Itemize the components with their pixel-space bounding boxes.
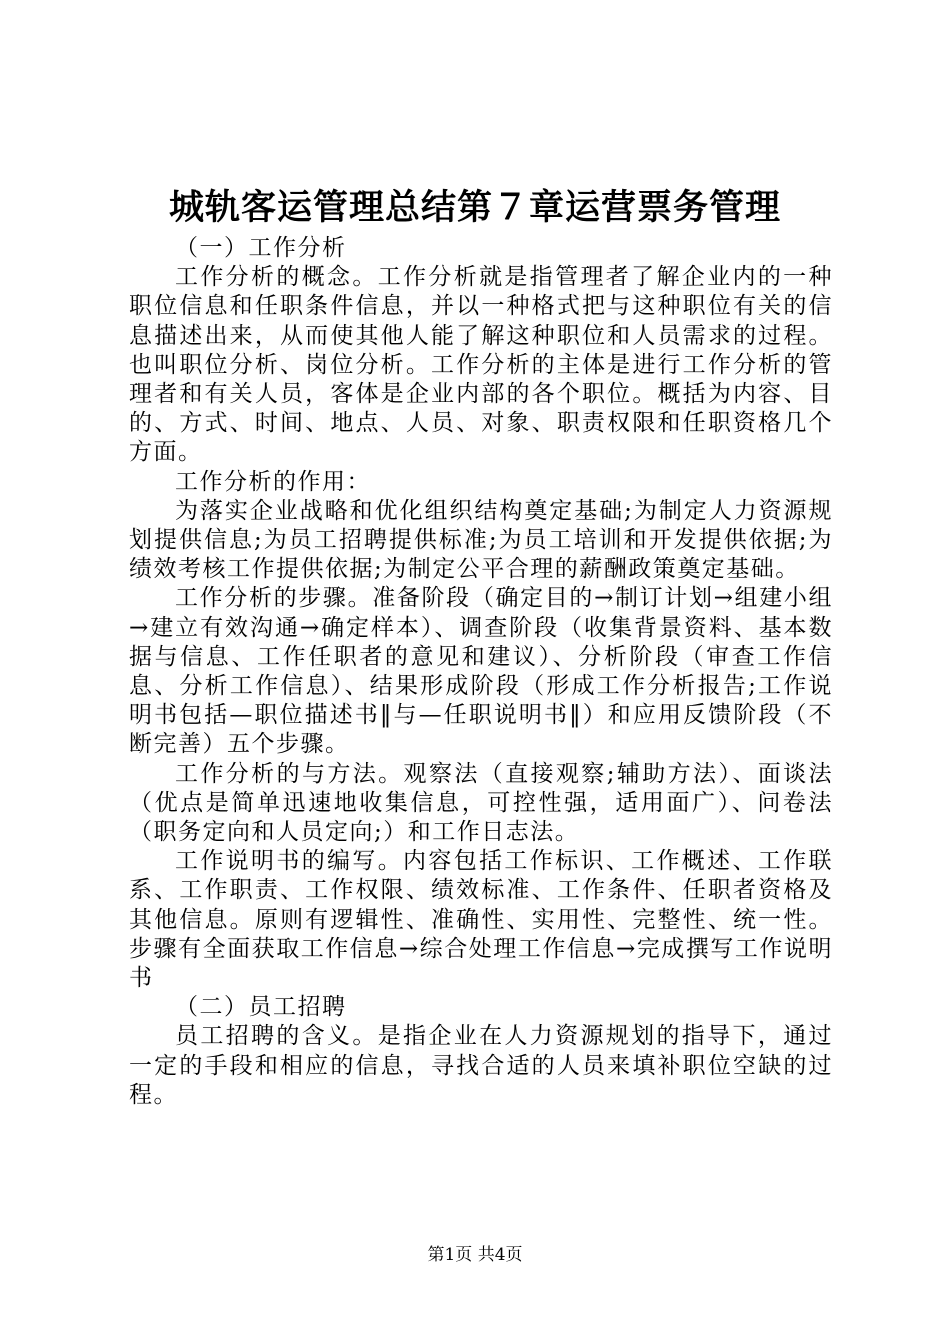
paragraph-recruitment-meaning: 员工招聘的含义。是指企业在人力资源规划的指导下，通过一定的手段和相应的信息，寻找合适的人员来填补职位空缺的过程。: [129, 1023, 833, 1108]
paragraph-job-analysis-methods: 工作分析的与方法。观察法（直接观察;辅助方法）、面谈法（优点是简单迅速地收集信息，可控性强，适用面广）、问卷法（职务定向和人员定向;）和工作日志法。: [129, 760, 833, 846]
paragraph-job-description-writing: 工作说明书的编写。内容包括工作标识、工作概述、工作联系、工作职责、工作权限、绩效标准、工作条件、任职者资格及其他信息。原则有逻辑性、准确性、实用性、完整性、统一性。步骤有全面获取工作信息→综合处理工作信息→完成撰写工作说明书: [129, 848, 833, 992]
page-number: 第1页 共4页: [427, 1245, 523, 1265]
paragraph-job-analysis-steps: 工作分析的步骤。准备阶段（确定目的→制订计划→组建小组→建立有效沟通→确定样本）、调查阶段（收集背景资料、基本数据与信息、工作任职者的意见和建议）、分析阶段（审查工作信息、分析工作信息）、结果形成阶段（形成工作分析报告;工作说明书包括—职位描述书‖与—任职说明书‖）和应用反馈阶段（不断完善）五个步骤。: [129, 585, 833, 758]
paragraph-job-analysis-role: 为落实企业战略和优化组织结构奠定基础;为制定人力资源规划提供信息;为员工招聘提供标准;为员工培训和开发提供依据;为绩效考核工作提供依据;为制定公平合理的薪酬政策奠定基础。: [129, 497, 833, 583]
document-title: 城轨客运管理总结第７章运营票务管理: [168, 187, 781, 228]
document-body: [129, 234, 833, 1110]
paragraph-job-analysis-role-heading: 工作分析的作用：: [175, 468, 371, 495]
section-heading-job-analysis: （一）工作分析: [175, 235, 347, 261]
paragraph-job-analysis-concept: 工作分析的概念。工作分析就是指管理者了解企业内的一种职位信息和任职条件信息，并以一种格式把与这种职位有关的信息描述出来，从而使其他人能了解这种职位和人员需求的过程。也叫职位分析、岗位分析。工作分析的主体是进行工作分析的管理者和有关人员，客体是企业内部的各个职位。概括为内容、目的、方式、时间、地点、人员、对象、职责权限和任职资格几个方面。: [129, 264, 833, 466]
section-heading-recruitment: （二）员工招聘: [175, 994, 347, 1021]
